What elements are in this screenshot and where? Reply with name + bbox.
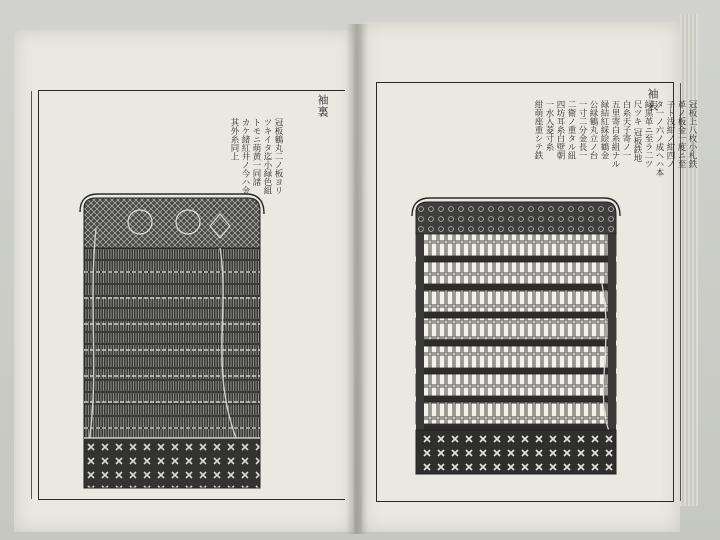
- text-column: トモニ萌黄一同諸: [251, 118, 261, 186]
- text-column: 尺ツキ 冠板鉄地: [632, 100, 642, 163]
- text-column: 子ト浅紺ノ紺四ノ: [665, 100, 675, 168]
- text-column: ツキイタ迄小緑色組: [262, 118, 272, 195]
- text-column: 一寸二分金長一: [577, 100, 587, 160]
- right-sleeve-illustration: [406, 194, 622, 484]
- text-column: タ一ノ六ノ成へハ本: [654, 100, 664, 177]
- text-column: 革ノ板金一度ニ至: [676, 100, 686, 168]
- text-column: 一水入菱寸糸: [544, 100, 554, 151]
- text-column: カケ緒紅井ノ今ハ金: [240, 118, 250, 195]
- left-page-text: [228, 118, 283, 268]
- text-column: 五里寄白糸組ナル: [610, 100, 620, 168]
- text-column: 公緑鶴丸立ノ台: [588, 100, 598, 160]
- text-column: 白糸天子寄ノ一: [621, 100, 631, 160]
- text-column: 四坊耳糸白壁朝: [555, 100, 565, 160]
- book-gutter: [346, 24, 368, 534]
- text-column: 緑結紅綵絵鶴金: [599, 100, 609, 160]
- text-column: 冠板鶴丸二ノ板ヨリ: [273, 118, 283, 195]
- text-column: 其外糸同上: [229, 118, 239, 161]
- left-page-caption: 袖裏: [316, 94, 329, 118]
- page-edge-stack: [680, 14, 698, 506]
- text-column: 緑黒革ニ至ラ二ツ: [643, 100, 653, 168]
- right-page-text: [532, 100, 697, 210]
- text-column: 冠板上八枚小札鉄: [687, 100, 697, 168]
- text-column: 二衛ノ重タル紐: [566, 100, 576, 160]
- text-column: 紺萌座重シテ鉄: [533, 100, 543, 160]
- right-page-caption: 袖表: [646, 88, 659, 112]
